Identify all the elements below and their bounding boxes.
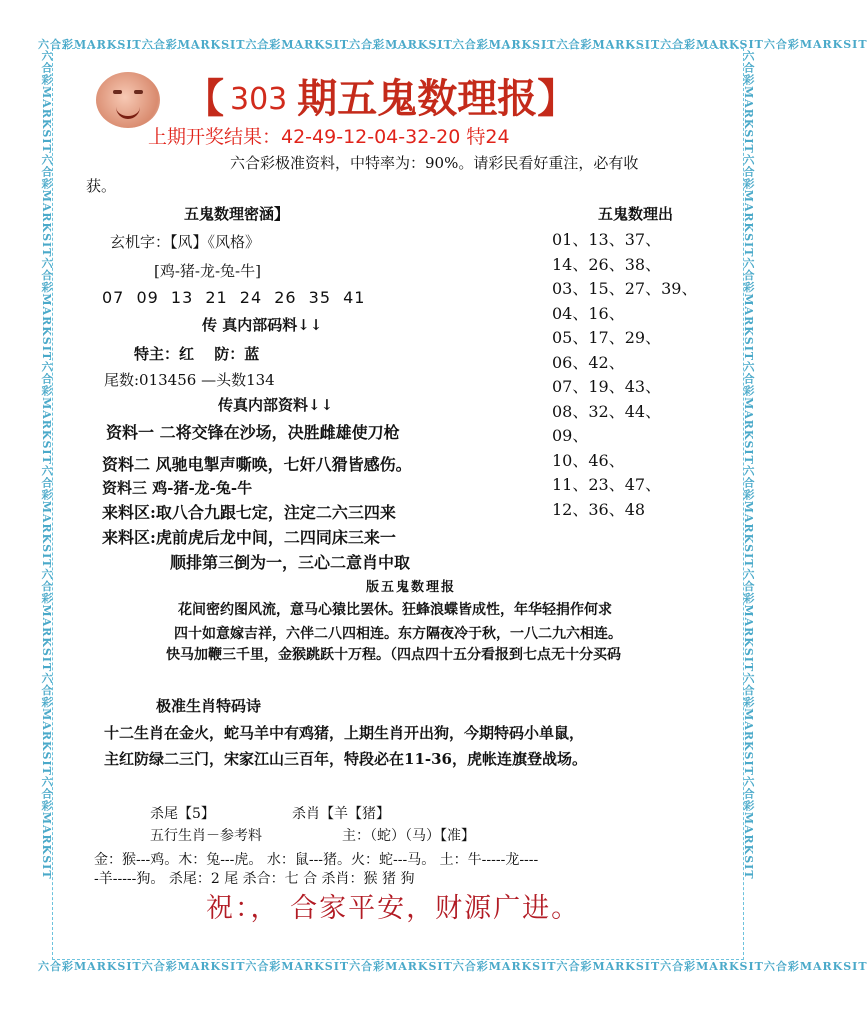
list-item: 04、16、 — [552, 303, 625, 323]
list-item: 14、26、38、 — [552, 254, 662, 274]
laili-1: 来料区:取八合九跟七定，注定二六三四来 — [102, 503, 396, 522]
watermark-bottom: 六合彩MARKSIT六合彩MARKSIT六合彩MARKSIT六合彩MARKSIT六合彩MARKSIT六合彩MARKSIT六合彩MARKSIT六合彩MARKSIT — [38, 960, 868, 973]
page-title — [184, 74, 578, 124]
animals-text: [鸡-猪-龙-兔-牛] — [154, 262, 261, 280]
poem-line-2: 四十如意嫁吉祥，六伴二八四相连。东方隔夜冷于秋，一八二九六相连。 — [174, 626, 622, 642]
laili-2: 来料区:虎前虎后龙中间，二四同床三来一 — [102, 528, 396, 547]
list-item: 07、19、43、 — [552, 377, 662, 396]
ziliao-2: 资料二 风驰电掣声嘶唤，七奸八猾皆感伤。 — [102, 455, 412, 474]
tezhu-text: 特主：红 防：蓝 — [134, 345, 260, 363]
list-item: 01、13、37、 — [552, 230, 662, 249]
watermark-left: 六合彩MARKSIT六合彩MARKSIT六合彩MARKSIT六合彩MARKSIT六合彩MARKSIT六合彩MARKSIT六合彩MARKSIT六合彩MARKSIT — [40, 50, 53, 880]
poem-line-3: 快马加鞭三千里，金猴跳跃十万程。（四点四十五分看报到七点无十分买码 — [166, 647, 621, 663]
list-item: 06、42、 — [552, 352, 625, 372]
shaxiao-text: 杀肖【羊【猪】 — [292, 806, 390, 822]
wuxing-text: 五行生肖－参考料 — [150, 828, 262, 844]
greeting-text: 祝：， 合家平安，财源广进。 — [206, 893, 581, 924]
list-item: 12、36、48 — [552, 499, 646, 519]
poem-line-1: 花间密约图风流，意马心猿比罢休。狂蜂浪蝶皆成性，年华轻捐作何求 — [178, 602, 612, 618]
last-result: 上期开奖结果：42-49-12-04-32-20 特24 — [148, 126, 510, 148]
zhu-text: 主：（蛇）（马）【准】 — [342, 828, 475, 844]
right-number-list — [552, 228, 732, 522]
list-item: 10、46、 — [552, 450, 625, 470]
right-heading: 五鬼数理出 — [598, 205, 674, 223]
numbers-text: 07 09 13 21 24 26 35 41 — [102, 288, 366, 307]
face-mouth — [116, 106, 140, 119]
xuanji-text: 玄机字：【风】《风格》 — [110, 233, 261, 251]
poem-heading: 版五鬼数理报 — [366, 580, 457, 595]
ziliao-1: 资料一 二将交锋在沙场，决胜雌雄使刀枪 — [106, 423, 400, 442]
left-heading: 五鬼数理密涵】 — [184, 205, 290, 223]
zodiac-line-2: 主红防绿二三门，宋家江山三百年，特段必在11-36，虎帐连旗登战场。 — [104, 750, 587, 768]
fax-heading-1: 传 真内部码料↓↓ — [202, 316, 323, 334]
face-eye-right — [134, 90, 143, 94]
list-item: 11、23、47、 — [552, 475, 662, 494]
zodiac-line-1: 十二生肖在金火，蛇马羊中有鸡猪，上期生肖开出狗，今期特码小单鼠， — [104, 724, 585, 742]
title-text: 期五鬼数理报 — [297, 75, 538, 122]
fax-heading-2: 传真内部资料↓↓ — [218, 396, 334, 414]
intro-line-2: 获。 — [86, 177, 117, 195]
issue-number: 303 — [230, 82, 288, 117]
list-item: 05、17、29、 — [552, 328, 662, 347]
title-bracket-open: 【 — [184, 75, 224, 122]
title-bracket-close: 】 — [537, 75, 578, 122]
laughing-face-icon — [96, 72, 160, 128]
intro-line-1: 六合彩极准资料，中特率为：90%。请彩民看好重注，必有收 — [230, 154, 639, 172]
list-item: 08、32、44、 — [552, 401, 662, 421]
watermark-top: 六合彩MARKSIT六合彩MARKSIT六合彩MARKSIT六合彩MARKSIT六合彩MARKSIT六合彩MARKSIT六合彩MARKSIT六合彩MARKSIT — [38, 38, 868, 51]
ziliao-3: 资料三 鸡-猪-龙-兔-牛 — [102, 479, 253, 497]
shawei-text: 杀尾【5】 — [150, 806, 215, 822]
laili-3: 顺排第三倒为一，三心二意肖中取 — [170, 553, 411, 572]
watermark-right: 六合彩MARKSIT六合彩MARKSIT六合彩MARKSIT六合彩MARKSIT六合彩MARKSIT六合彩MARKSIT六合彩MARKSIT六合彩MARKSIT — [742, 50, 755, 880]
face-eye-left — [113, 90, 122, 94]
list-item: 03、15、27、39、 — [552, 279, 698, 298]
list-item: 09、 — [552, 426, 589, 445]
weishu-text: 尾数:013456 —头数134 — [104, 371, 275, 389]
wuxing-line-1: 金：猴---鸡。木：兔---虎。 水：鼠---猪。火：蛇---马。 土：牛-----龙---- — [94, 852, 539, 868]
wuxing-line-2: -羊-----狗。 杀尾：2 尾 杀合：七 合 杀肖：猴 猪 狗 — [94, 871, 415, 887]
zodiac-heading: 极准生肖特码诗 — [156, 697, 262, 715]
